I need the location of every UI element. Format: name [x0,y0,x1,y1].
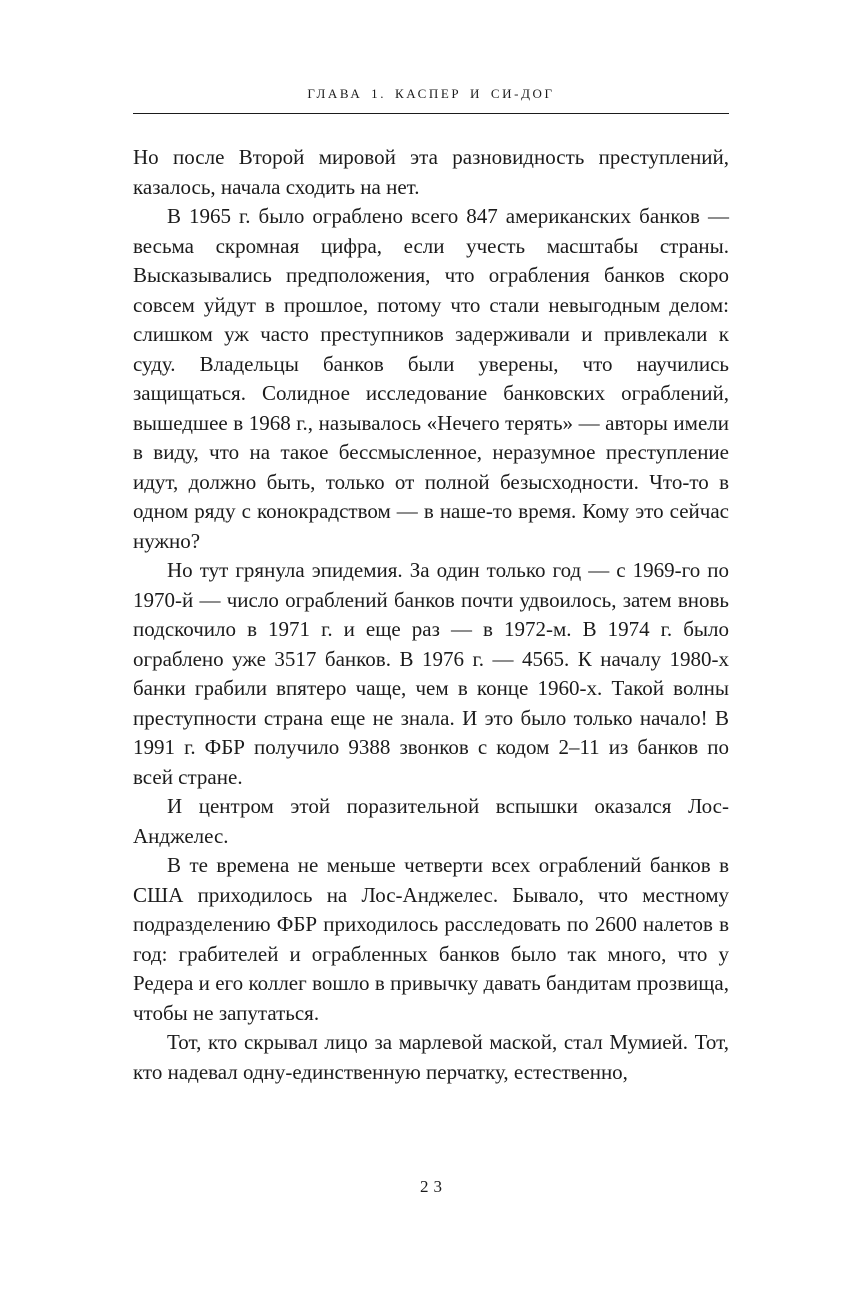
chapter-header: ГЛАВА 1. КАСПЕР И СИ-ДОГ [307,86,555,101]
paragraph: В 1965 г. было ограблено всего 847 американских банков — весьма скромная цифра, если учесть масштабы страны. Высказывались предположения, что ограбления банков скоро совсем уйдут в прошлое, потому что стали невыгодным делом: слишком уж часто преступников задерживали и привлекали к суду. Владельцы банков были уверены, что научились защищаться. Солидное исследование банковских ограблений, вышедшее в 1968 г., называлось «Нечего терять» — авторы имели в виду, что на такое бессмысленное, неразумное преступление идут, должно быть, только от полной безысходности. Что-то в одном ряду с конокрадством — в наше-то время. Кому это сейчас нужно? [133,204,729,553]
paragraph: Но после Второй мировой эта разновидность преступлений, казалось, начала сходить на нет. [133,145,729,199]
body-text [133,143,729,1087]
header-rule [133,113,729,114]
paragraph: Но тут грянула эпидемия. За один только год — с 1969-го по 1970-й — число ограблений банков почти удвоилось, затем вновь подскочило в 1971 г. и еще раз — в 1972-м. В 1974 г. было ограблено уже 3517 банков. В 1976 г. — 4565. К началу 1980-х банки грабили впятеро чаще, чем в конце 1960-х. Такой волны преступности страна еще не знала. И это было только начало! В 1991 г. ФБР получило 9388 звонков с кодом 2–11 из банков по всей стране. [133,558,729,789]
paragraph: И центром этой поразительной вспышки оказался Лос-Анджелес. [133,794,729,848]
book-page [133,0,729,1299]
page-number: 23 [420,1177,447,1196]
paragraph: Тот, кто скрывал лицо за марлевой маской, стал Мумией. Тот, кто надевал одну-единственную перчатку, естественно, [133,1030,729,1084]
paragraph: В те времена не меньше четверти всех ограблений банков в США приходилось на Лос-Анджелес. Бывало, что местному подразделению ФБР приходилось расследовать по 2600 налетов в год: грабителей и ограбленных банков было так много, что у Редера и его коллег вошло в привычку давать бандитам прозвища, чтобы не запутаться. [133,853,729,1025]
